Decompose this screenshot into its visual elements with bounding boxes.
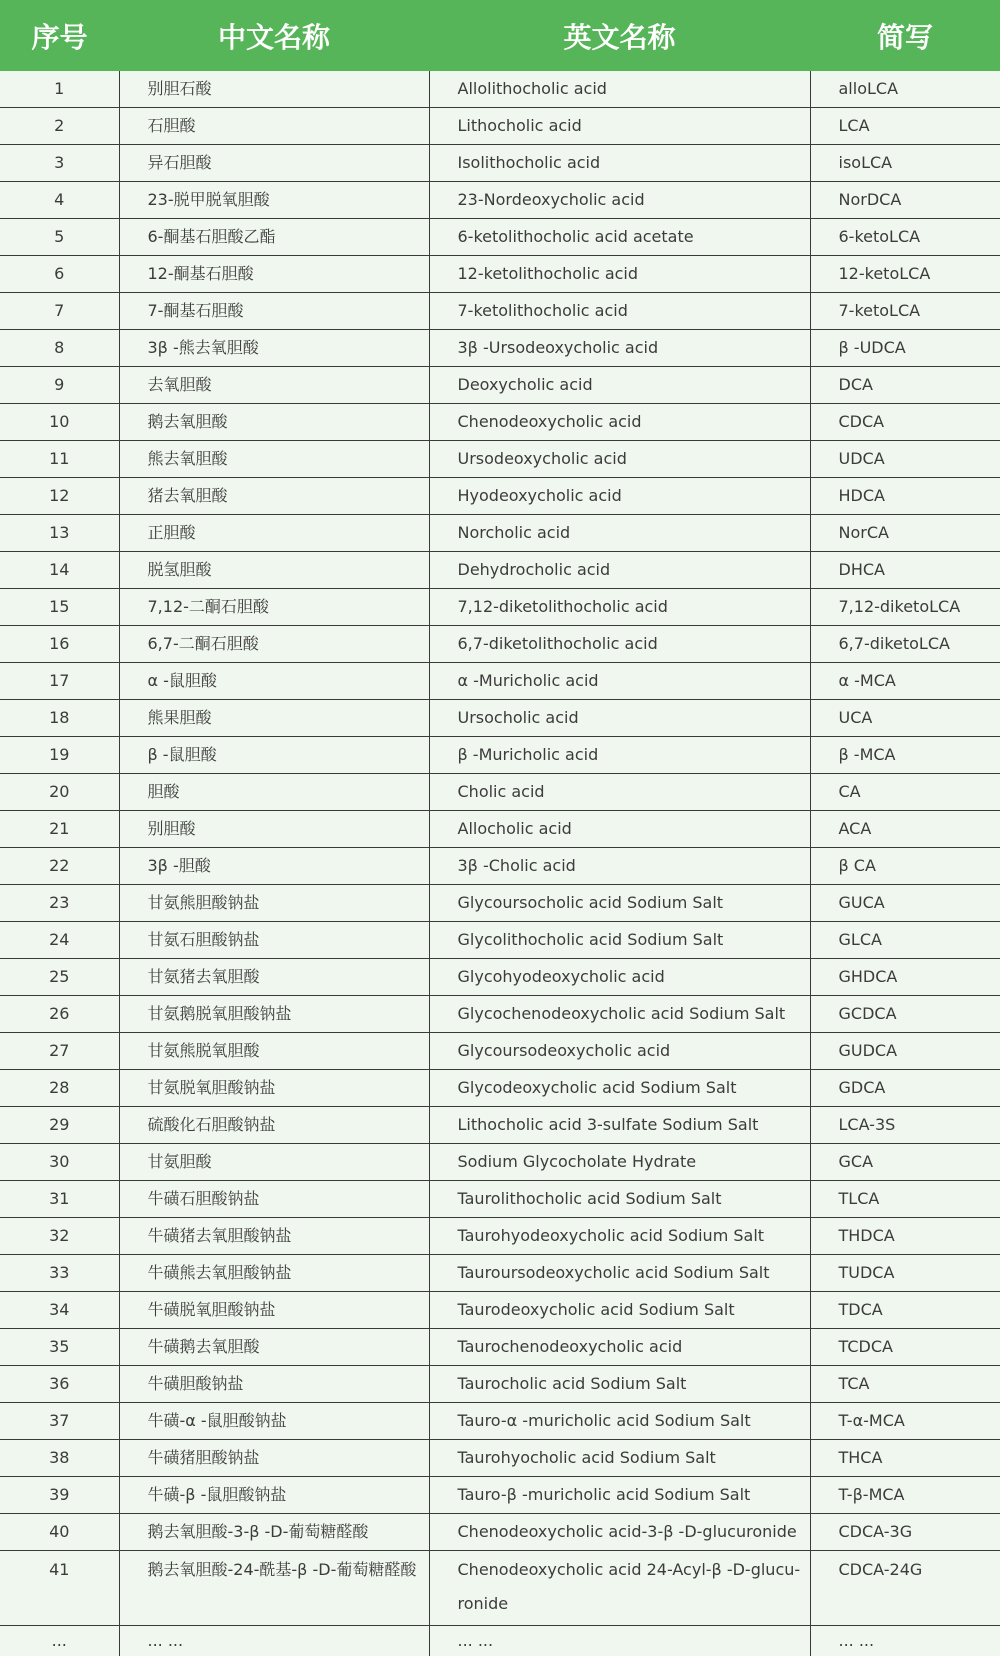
cell-abbreviation: CDCA bbox=[810, 404, 1000, 441]
table-body bbox=[0, 71, 1000, 1656]
cell-english-name: 12-ketolithocholic acid bbox=[429, 256, 810, 293]
cell-chinese-name: 鹅去氧胆酸-3-β -D-葡萄糖醛酸 bbox=[119, 1514, 429, 1551]
cell-number: 5 bbox=[0, 219, 119, 256]
table-row bbox=[0, 922, 1000, 959]
cell-english-name: Ursodeoxycholic acid bbox=[429, 441, 810, 478]
cell-chinese-name: 牛磺-β -鼠胆酸钠盐 bbox=[119, 1477, 429, 1514]
cell-english-name: Taurodeoxycholic acid Sodium Salt bbox=[429, 1292, 810, 1329]
cell-chinese-name: 去氧胆酸 bbox=[119, 367, 429, 404]
cell-number: 37 bbox=[0, 1403, 119, 1440]
cell-chinese-name: 鹅去氧胆酸 bbox=[119, 404, 429, 441]
cell-english-name: 3β -Cholic acid bbox=[429, 848, 810, 885]
cell-chinese-name: α -鼠胆酸 bbox=[119, 663, 429, 700]
cell-number: ... bbox=[0, 1626, 119, 1656]
cell-chinese-name: 鹅去氧胆酸-24-酰基-β -D-葡萄糖醛酸 bbox=[119, 1551, 429, 1626]
cell-chinese-name: 牛磺猪去氧胆酸钠盐 bbox=[119, 1218, 429, 1255]
table-row bbox=[0, 1218, 1000, 1255]
cell-number: 24 bbox=[0, 922, 119, 959]
cell-abbreviation: CDCA-3G bbox=[810, 1514, 1000, 1551]
cell-number: 41 bbox=[0, 1551, 119, 1626]
table-row bbox=[0, 1551, 1000, 1626]
cell-number: 18 bbox=[0, 700, 119, 737]
cell-abbreviation: TUDCA bbox=[810, 1255, 1000, 1292]
cell-english-name: Glycoursodeoxycholic acid bbox=[429, 1033, 810, 1070]
cell-number: 8 bbox=[0, 330, 119, 367]
cell-abbreviation: GCA bbox=[810, 1144, 1000, 1181]
cell-chinese-name: 硫酸化石胆酸钠盐 bbox=[119, 1107, 429, 1144]
cell-abbreviation: 6,7-diketoLCA bbox=[810, 626, 1000, 663]
cell-chinese-name: 猪去氧胆酸 bbox=[119, 478, 429, 515]
cell-number: 19 bbox=[0, 737, 119, 774]
cell-number: 13 bbox=[0, 515, 119, 552]
cell-number: 40 bbox=[0, 1514, 119, 1551]
cell-number: 23 bbox=[0, 885, 119, 922]
cell-abbreviation: CDCA-24G bbox=[810, 1551, 1000, 1626]
cell-abbreviation: GLCA bbox=[810, 922, 1000, 959]
cell-abbreviation: 12-ketoLCA bbox=[810, 256, 1000, 293]
cell-english-name: Sodium Glycocholate Hydrate bbox=[429, 1144, 810, 1181]
cell-english-name: Taurohyocholic acid Sodium Salt bbox=[429, 1440, 810, 1477]
table-row bbox=[0, 626, 1000, 663]
cell-english-name: Tauroursodeoxycholic acid Sodium Salt bbox=[429, 1255, 810, 1292]
cell-abbreviation: α -MCA bbox=[810, 663, 1000, 700]
table-row bbox=[0, 1366, 1000, 1403]
cell-chinese-name: 牛磺石胆酸钠盐 bbox=[119, 1181, 429, 1218]
cell-number: 22 bbox=[0, 848, 119, 885]
table-row bbox=[0, 293, 1000, 330]
cell-number: 12 bbox=[0, 478, 119, 515]
cell-chinese-name: 甘氨石胆酸钠盐 bbox=[119, 922, 429, 959]
cell-english-name: Tauro-β -muricholic acid Sodium Salt bbox=[429, 1477, 810, 1514]
cell-english-name: 23-Nordeoxycholic acid bbox=[429, 182, 810, 219]
cell-abbreviation: THCA bbox=[810, 1440, 1000, 1477]
cell-english-name: Allocholic acid bbox=[429, 811, 810, 848]
cell-abbreviation: ACA bbox=[810, 811, 1000, 848]
cell-chinese-name: 3β -熊去氧胆酸 bbox=[119, 330, 429, 367]
table-row bbox=[0, 774, 1000, 811]
cell-english-name: Chenodeoxycholic acid-3-β -D-glucuronide bbox=[429, 1514, 810, 1551]
cell-english-name: Taurohyodeoxycholic acid Sodium Salt bbox=[429, 1218, 810, 1255]
table-row bbox=[0, 515, 1000, 552]
cell-abbreviation: TDCA bbox=[810, 1292, 1000, 1329]
table-row bbox=[0, 71, 1000, 108]
cell-number: 30 bbox=[0, 1144, 119, 1181]
cell-chinese-name: 石胆酸 bbox=[119, 108, 429, 145]
cell-english-name: Ursocholic acid bbox=[429, 700, 810, 737]
table-row bbox=[0, 959, 1000, 996]
table-row bbox=[0, 552, 1000, 589]
cell-number: 7 bbox=[0, 293, 119, 330]
cell-english-name: α -Muricholic acid bbox=[429, 663, 810, 700]
table-row bbox=[0, 811, 1000, 848]
cell-abbreviation: THDCA bbox=[810, 1218, 1000, 1255]
cell-chinese-name: 甘氨熊胆酸钠盐 bbox=[119, 885, 429, 922]
cell-abbreviation: alloLCA bbox=[810, 71, 1000, 108]
cell-chinese-name: β -鼠胆酸 bbox=[119, 737, 429, 774]
cell-english-name: Hyodeoxycholic acid bbox=[429, 478, 810, 515]
cell-chinese-name: 12-酮基石胆酸 bbox=[119, 256, 429, 293]
cell-number: 36 bbox=[0, 1366, 119, 1403]
cell-number: 10 bbox=[0, 404, 119, 441]
table-row bbox=[0, 330, 1000, 367]
cell-abbreviation: LCA bbox=[810, 108, 1000, 145]
cell-chinese-name: 7-酮基石胆酸 bbox=[119, 293, 429, 330]
table-row bbox=[0, 1033, 1000, 1070]
cell-number: 1 bbox=[0, 71, 119, 108]
table-row bbox=[0, 219, 1000, 256]
cell-chinese-name: 3β -胆酸 bbox=[119, 848, 429, 885]
cell-number: 33 bbox=[0, 1255, 119, 1292]
table-row bbox=[0, 1144, 1000, 1181]
cell-number: 16 bbox=[0, 626, 119, 663]
table-row bbox=[0, 1403, 1000, 1440]
table-row bbox=[0, 1181, 1000, 1218]
cell-english-name: Tauro-α -muricholic acid Sodium Salt bbox=[429, 1403, 810, 1440]
cell-english-name: Glycochenodeoxycholic acid Sodium Salt bbox=[429, 996, 810, 1033]
cell-chinese-name: 甘氨鹅脱氧胆酸钠盐 bbox=[119, 996, 429, 1033]
table-row bbox=[0, 737, 1000, 774]
cell-abbreviation: TCDCA bbox=[810, 1329, 1000, 1366]
cell-abbreviation: T-β-MCA bbox=[810, 1477, 1000, 1514]
cell-number: 21 bbox=[0, 811, 119, 848]
cell-chinese-name: 7,12-二酮石胆酸 bbox=[119, 589, 429, 626]
table-row bbox=[0, 108, 1000, 145]
cell-number: 25 bbox=[0, 959, 119, 996]
table-row bbox=[0, 996, 1000, 1033]
table-row bbox=[0, 182, 1000, 219]
cell-number: 39 bbox=[0, 1477, 119, 1514]
cell-english-name: Dehydrocholic acid bbox=[429, 552, 810, 589]
cell-number: 28 bbox=[0, 1070, 119, 1107]
cell-number: 2 bbox=[0, 108, 119, 145]
cell-number: 3 bbox=[0, 145, 119, 182]
cell-english-name: 6,7-diketolithocholic acid bbox=[429, 626, 810, 663]
cell-abbreviation: NorCA bbox=[810, 515, 1000, 552]
cell-english-name: Glycohyodeoxycholic acid bbox=[429, 959, 810, 996]
cell-english-name: 7,12-diketolithocholic acid bbox=[429, 589, 810, 626]
cell-english-name: Glycoursocholic acid Sodium Salt bbox=[429, 885, 810, 922]
cell-chinese-name: 甘氨熊脱氧胆酸 bbox=[119, 1033, 429, 1070]
cell-chinese-name: 牛磺-α -鼠胆酸钠盐 bbox=[119, 1403, 429, 1440]
table-row bbox=[0, 367, 1000, 404]
table-header bbox=[0, 0, 1000, 71]
table-row bbox=[0, 885, 1000, 922]
cell-abbreviation: isoLCA bbox=[810, 145, 1000, 182]
cell-number: 32 bbox=[0, 1218, 119, 1255]
cell-number: 11 bbox=[0, 441, 119, 478]
cell-abbreviation: β CA bbox=[810, 848, 1000, 885]
cell-abbreviation: DCA bbox=[810, 367, 1000, 404]
cell-number: 29 bbox=[0, 1107, 119, 1144]
cell-abbreviation: β -UDCA bbox=[810, 330, 1000, 367]
cell-abbreviation: GUCA bbox=[810, 885, 1000, 922]
cell-chinese-name: 6,7-二酮石胆酸 bbox=[119, 626, 429, 663]
cell-chinese-name: 胆酸 bbox=[119, 774, 429, 811]
cell-chinese-name: 脱氢胆酸 bbox=[119, 552, 429, 589]
cell-abbreviation: GHDCA bbox=[810, 959, 1000, 996]
table-row bbox=[0, 404, 1000, 441]
cell-chinese-name: 异石胆酸 bbox=[119, 145, 429, 182]
table-row bbox=[0, 1477, 1000, 1514]
table-row bbox=[0, 145, 1000, 182]
header-row bbox=[0, 0, 1000, 71]
cell-chinese-name: 23-脱甲脱氧胆酸 bbox=[119, 182, 429, 219]
cell-chinese-name: 甘氨胆酸 bbox=[119, 1144, 429, 1181]
table-row bbox=[0, 478, 1000, 515]
cell-abbreviation: β -MCA bbox=[810, 737, 1000, 774]
header-abbreviation: 简写 bbox=[810, 0, 1000, 71]
cell-english-name: Cholic acid bbox=[429, 774, 810, 811]
table-row bbox=[0, 1070, 1000, 1107]
cell-abbreviation: TLCA bbox=[810, 1181, 1000, 1218]
table-row bbox=[0, 441, 1000, 478]
cell-english-name: Allolithocholic acid bbox=[429, 71, 810, 108]
cell-chinese-name: 甘氨脱氧胆酸钠盐 bbox=[119, 1070, 429, 1107]
cell-english-name: Chenodeoxycholic acid 24-Acyl-β -D-glucu-ronide bbox=[429, 1551, 810, 1626]
cell-abbreviation: CA bbox=[810, 774, 1000, 811]
cell-chinese-name: 6-酮基石胆酸乙酯 bbox=[119, 219, 429, 256]
table-row bbox=[0, 1514, 1000, 1551]
cell-chinese-name: 牛磺胆酸钠盐 bbox=[119, 1366, 429, 1403]
cell-abbreviation: 7-ketoLCA bbox=[810, 293, 1000, 330]
table-row bbox=[0, 1626, 1000, 1656]
cell-english-name: Glycolithocholic acid Sodium Salt bbox=[429, 922, 810, 959]
cell-chinese-name: 牛磺猪胆酸钠盐 bbox=[119, 1440, 429, 1477]
cell-number: 4 bbox=[0, 182, 119, 219]
cell-number: 35 bbox=[0, 1329, 119, 1366]
cell-abbreviation: LCA-3S bbox=[810, 1107, 1000, 1144]
cell-chinese-name: 别胆酸 bbox=[119, 811, 429, 848]
cell-abbreviation: HDCA bbox=[810, 478, 1000, 515]
cell-number: 17 bbox=[0, 663, 119, 700]
header-english-name: 英文名称 bbox=[429, 0, 810, 71]
cell-number: 31 bbox=[0, 1181, 119, 1218]
cell-chinese-name: 牛磺脱氧胆酸钠盐 bbox=[119, 1292, 429, 1329]
table-row bbox=[0, 700, 1000, 737]
header-chinese-name: 中文名称 bbox=[119, 0, 429, 71]
cell-abbreviation: GCDCA bbox=[810, 996, 1000, 1033]
cell-chinese-name: 甘氨猪去氧胆酸 bbox=[119, 959, 429, 996]
cell-english-name: Deoxycholic acid bbox=[429, 367, 810, 404]
cell-abbreviation: DHCA bbox=[810, 552, 1000, 589]
cell-number: 34 bbox=[0, 1292, 119, 1329]
cell-english-name: Taurolithocholic acid Sodium Salt bbox=[429, 1181, 810, 1218]
cell-english-name: Isolithocholic acid bbox=[429, 145, 810, 182]
cell-number: 27 bbox=[0, 1033, 119, 1070]
cell-abbreviation: T-α-MCA bbox=[810, 1403, 1000, 1440]
cell-number: 9 bbox=[0, 367, 119, 404]
cell-number: 14 bbox=[0, 552, 119, 589]
cell-english-name: 7-ketolithocholic acid bbox=[429, 293, 810, 330]
table-row bbox=[0, 1440, 1000, 1477]
cell-abbreviation: UDCA bbox=[810, 441, 1000, 478]
cell-abbreviation: 7,12-diketoLCA bbox=[810, 589, 1000, 626]
cell-english-name: Norcholic acid bbox=[429, 515, 810, 552]
header-no: 序号 bbox=[0, 0, 119, 71]
cell-chinese-name: 别胆石酸 bbox=[119, 71, 429, 108]
table-row bbox=[0, 256, 1000, 293]
cell-english-name: Taurocholic acid Sodium Salt bbox=[429, 1366, 810, 1403]
cell-number: 15 bbox=[0, 589, 119, 626]
cell-abbreviation: ... ... bbox=[838, 1631, 875, 1650]
cell-chinese-name: 熊果胆酸 bbox=[119, 700, 429, 737]
table-row bbox=[0, 1329, 1000, 1366]
cell-chinese-name: 正胆酸 bbox=[119, 515, 429, 552]
cell-english-name: ... ... bbox=[429, 1626, 810, 1656]
table-row bbox=[0, 663, 1000, 700]
table-row bbox=[0, 848, 1000, 885]
cell-abbreviation: GDCA bbox=[810, 1070, 1000, 1107]
cell-chinese-name: 牛磺熊去氧胆酸钠盐 bbox=[119, 1255, 429, 1292]
cell-number: 38 bbox=[0, 1440, 119, 1477]
cell-english-name: Glycodeoxycholic acid Sodium Salt bbox=[429, 1070, 810, 1107]
cell-number: 6 bbox=[0, 256, 119, 293]
table-row bbox=[0, 1255, 1000, 1292]
cell-chinese-name: 牛磺鹅去氧胆酸 bbox=[119, 1329, 429, 1366]
cell-abbreviation: NorDCA bbox=[810, 182, 1000, 219]
cell-abbreviation: TCA bbox=[810, 1366, 1000, 1403]
table-row bbox=[0, 1107, 1000, 1144]
cell-chinese-name: ... ... bbox=[119, 1626, 429, 1656]
table-row bbox=[0, 589, 1000, 626]
cell-english-name: β -Muricholic acid bbox=[429, 737, 810, 774]
cell-abbreviation: UCA bbox=[810, 700, 1000, 737]
cell-english-name: Lithocholic acid bbox=[429, 108, 810, 145]
cell-english-name: Chenodeoxycholic acid bbox=[429, 404, 810, 441]
cell-chinese-name: 熊去氧胆酸 bbox=[119, 441, 429, 478]
cell-abbreviation: 6-ketoLCA bbox=[810, 219, 1000, 256]
cell-abbreviation: GUDCA bbox=[810, 1033, 1000, 1070]
cell-english-name: 6-ketolithocholic acid acetate bbox=[429, 219, 810, 256]
cell-english-name: 3β -Ursodeoxycholic acid bbox=[429, 330, 810, 367]
cell-english-name: Taurochenodeoxycholic acid bbox=[429, 1329, 810, 1366]
cell-english-name: Lithocholic acid 3-sulfate Sodium Salt bbox=[429, 1107, 810, 1144]
cell-number: 20 bbox=[0, 774, 119, 811]
table-row bbox=[0, 1292, 1000, 1329]
cell-number: 26 bbox=[0, 996, 119, 1033]
